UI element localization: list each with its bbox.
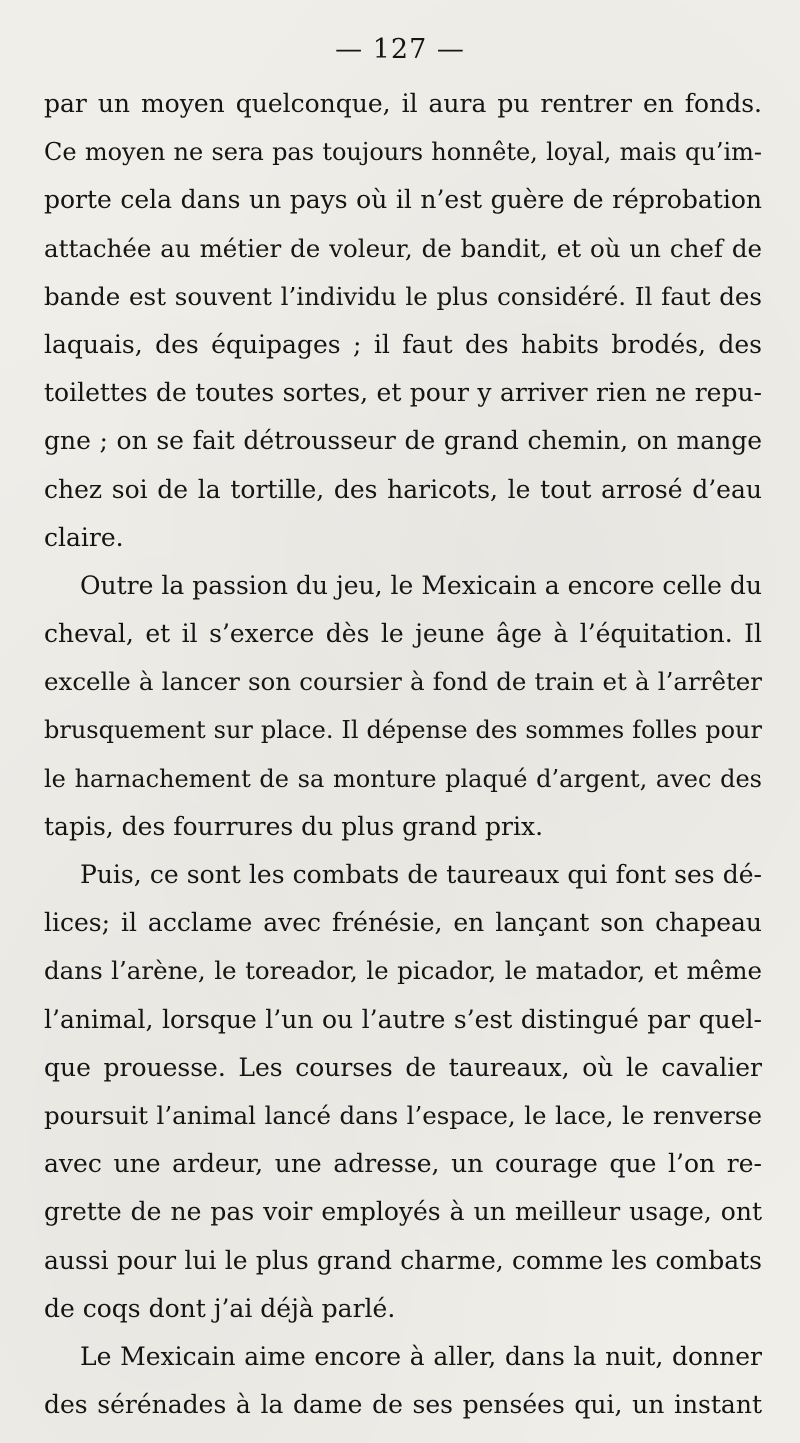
- text-line: lices; il acclame avec frénésie, en lançant son chapeau: [44, 908, 762, 938]
- text-line: tapis, des fourrures du plus grand prix.: [44, 811, 544, 841]
- text-line: Ce moyen ne sera pas toujours honnête, loyal, mais qu’im-: [44, 138, 762, 167]
- text-line: par un moyen quelconque, il aura pu rentrer en fonds.: [44, 89, 762, 118]
- text-line: l’animal, lorsque l’un ou l’autre s’est distingué par quel-: [44, 1004, 762, 1034]
- text-line: le harnachement de sa monture plaqué d’argent, avec des: [44, 764, 762, 793]
- text-line: aussi pour lui le plus grand charme, comme les combats: [44, 1245, 762, 1275]
- text-line: dans l’arène, le toreador, le picador, le matador, et même: [44, 956, 762, 986]
- text-line: poursuit l’animal lancé dans l’espace, le lace, le renverse: [44, 1100, 762, 1130]
- text-line: attachée au métier de voleur, de bandit, et où un chef de: [44, 233, 762, 263]
- text-line: Puis, ce sont les combats de taureaux qui font ses dé-: [80, 860, 762, 889]
- text-line: porte cela dans un pays où il n’est guère de réprobation: [44, 185, 762, 215]
- text-line: gne ; on se fait détrousseur de grand chemin, on mange: [44, 426, 762, 456]
- text-line: Le Mexicain aime encore à aller, dans la nuit, donner: [80, 1341, 762, 1371]
- text-line: toilettes de toutes sortes, et pour y arriver rien ne repu-: [44, 378, 762, 408]
- text-line: avec une ardeur, une adresse, un courage que l’on re-: [44, 1149, 762, 1179]
- text-line: de coqs dont j’ai déjà parlé.: [44, 1293, 396, 1323]
- text-line: cheval, et il s’exerce dès le jeune âge à l’équitation. Il: [44, 619, 762, 649]
- text-line: excelle à lancer son coursier à fond de train et à l’arrêter: [44, 667, 762, 697]
- text-line: bande est souvent l’individu le plus considéré. Il faut des: [44, 281, 762, 311]
- text-line: chez soi de la tortille, des haricots, le tout arrosé d’eau: [44, 474, 762, 504]
- body-text: [44, 80, 762, 1429]
- text-line: claire.: [44, 522, 124, 552]
- text-line: des sérénades à la dame de ses pensées qui, un instant: [44, 1390, 762, 1420]
- text-line: Outre la passion du jeu, le Mexicain a encore celle du: [80, 570, 762, 600]
- text-line: grette de ne pas voir employés à un meilleur usage, ont: [44, 1197, 762, 1227]
- text-line: que prouesse. Les courses de taureaux, où le cavalier: [44, 1052, 762, 1082]
- text-line: laquais, des équipages ; il faut des habits brodés, des: [44, 329, 762, 359]
- page-number: — 127 —: [335, 34, 465, 65]
- text-line: brusquement sur place. Il dépense des sommes folles pour: [44, 716, 762, 745]
